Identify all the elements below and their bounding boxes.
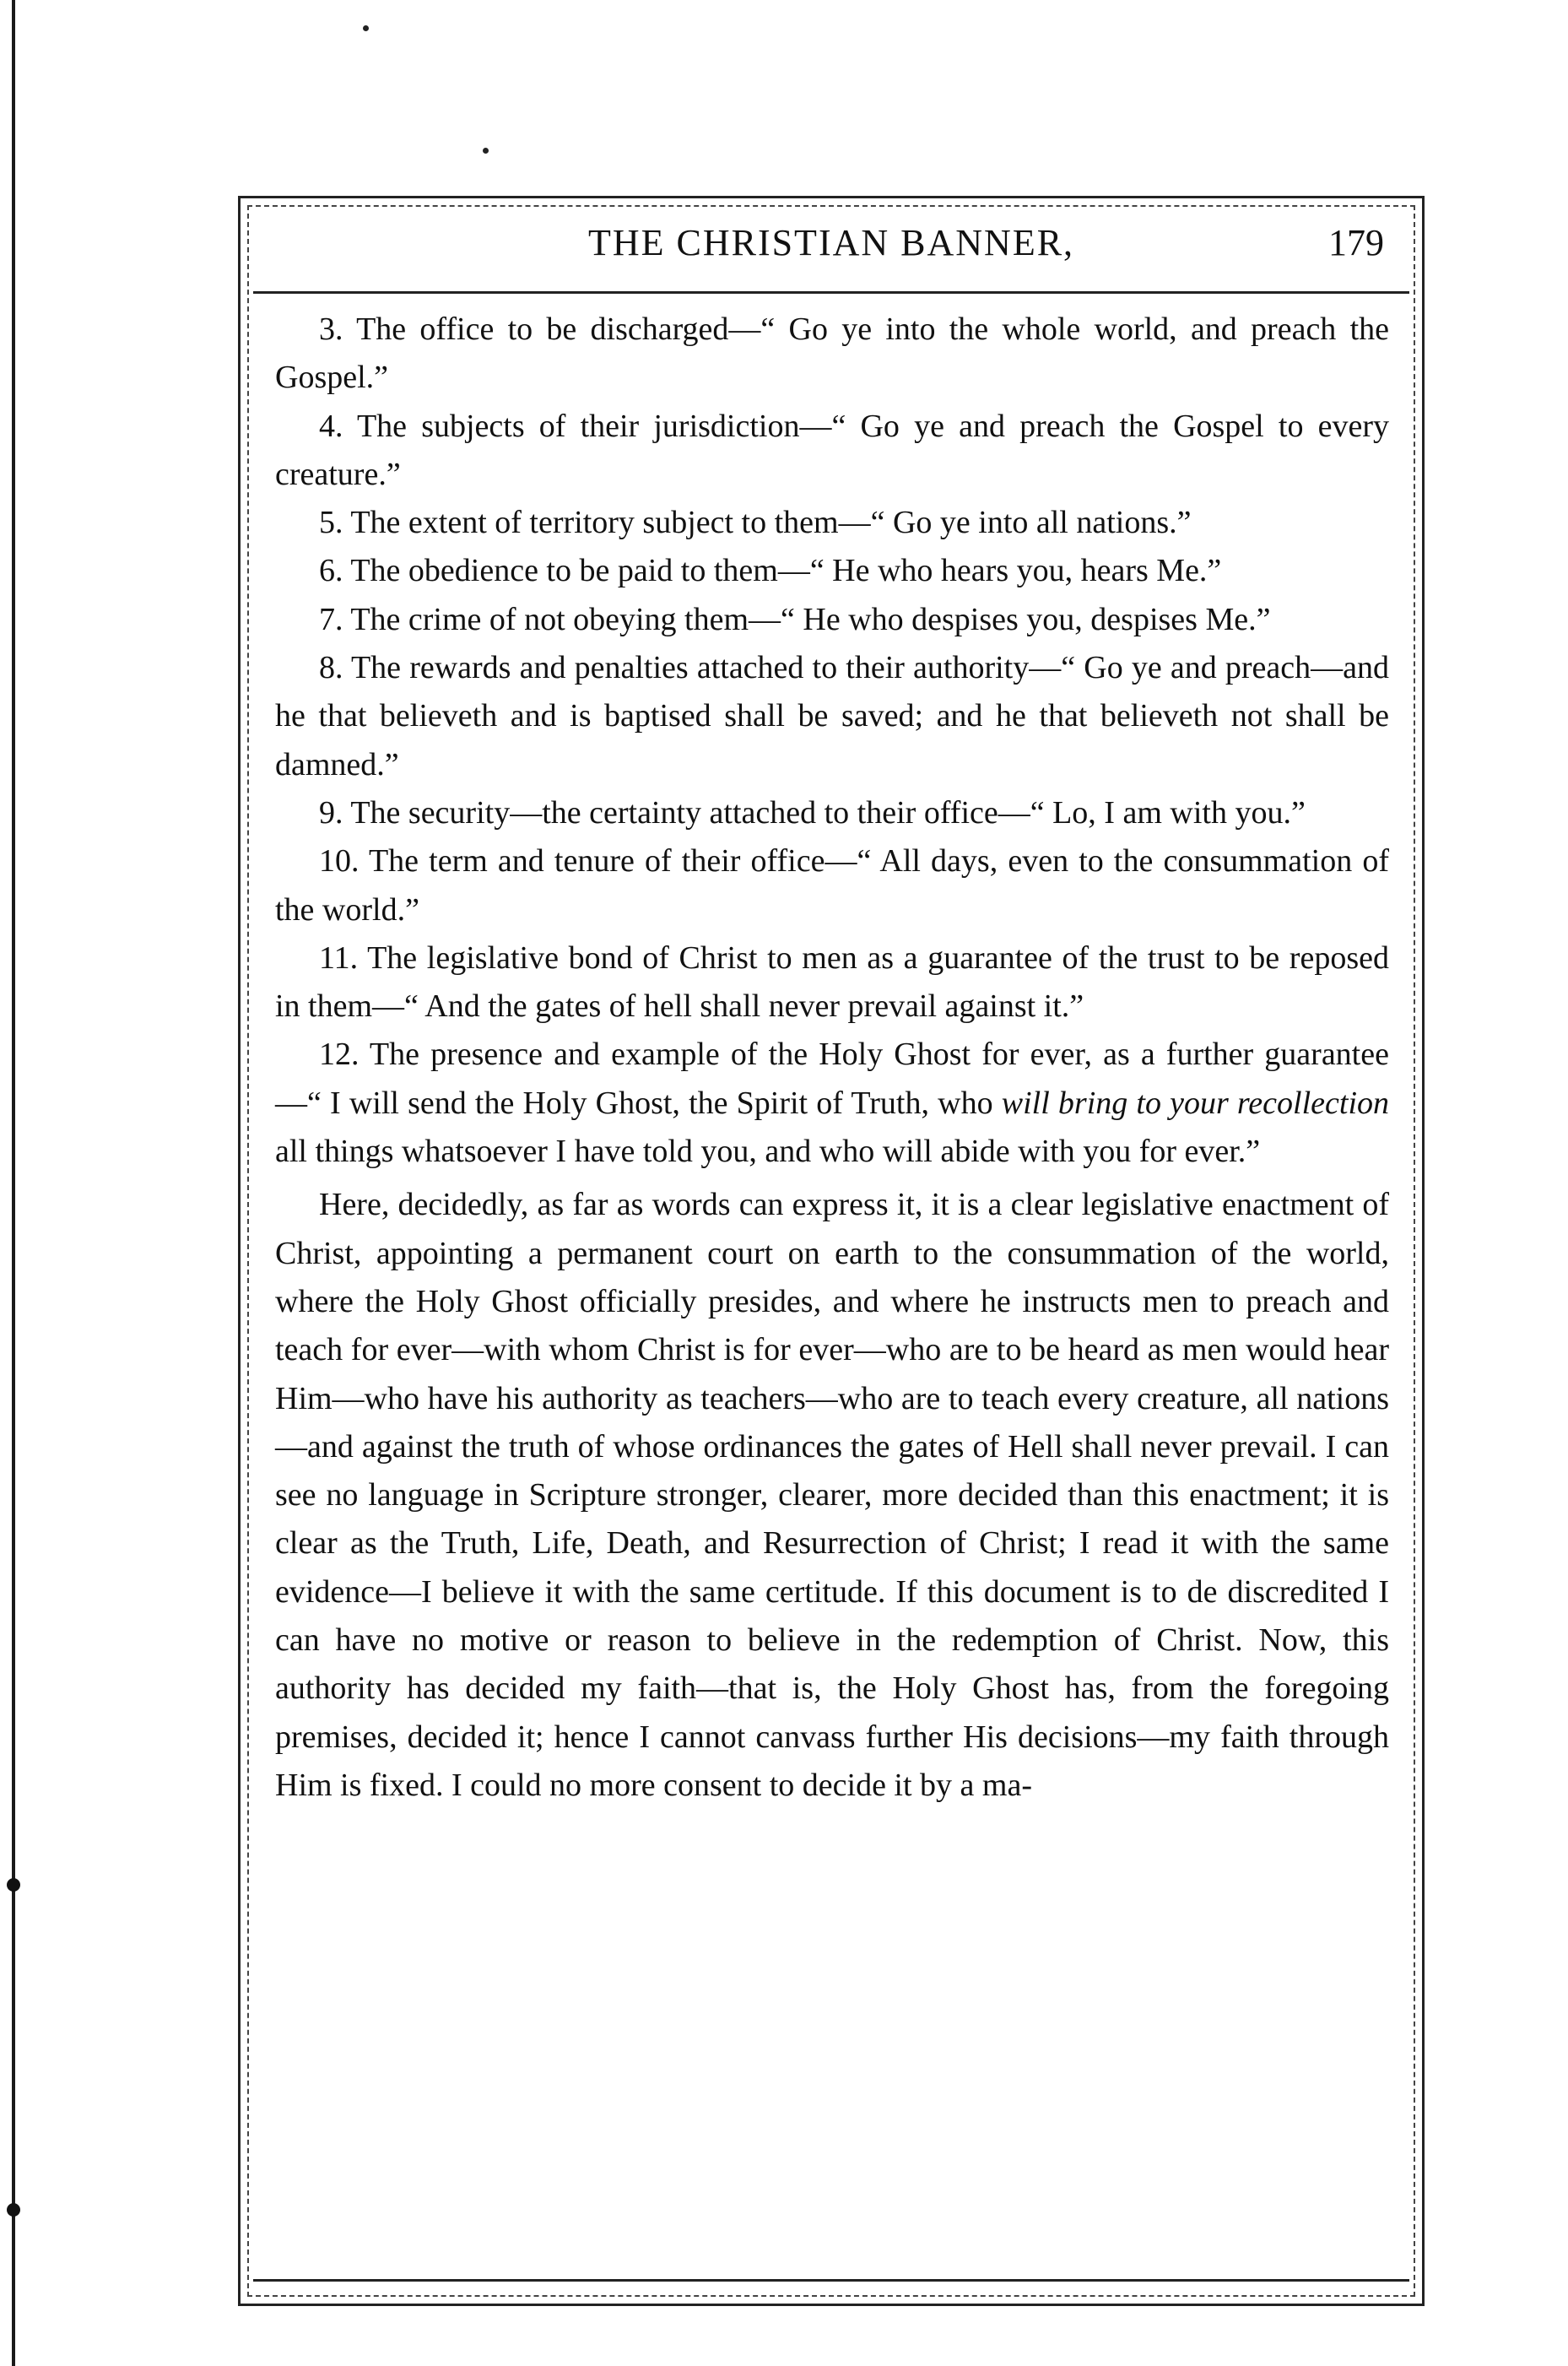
item-number: 4. — [319, 408, 343, 444]
list-item — [275, 306, 1389, 403]
item-number: 5. — [319, 505, 343, 541]
item-text-italic: will bring to your recollection — [1001, 1085, 1389, 1121]
item-number: 9. — [319, 794, 343, 831]
running-title: THE CHRISTIAN BANNER, — [587, 222, 1075, 263]
item-text: The presence and example of the Holy Ghost for ever, as a further guarantee—“ I will send the Holy Ghost, the Spirit of Truth, who — [275, 1037, 1389, 1121]
list-item — [275, 837, 1389, 934]
binding-edge — [12, 0, 15, 2366]
page-header — [253, 221, 1409, 280]
list-item — [275, 644, 1389, 789]
item-text: The obedience to be paid to them—“ He who hears you, hears Me.” — [350, 553, 1222, 589]
item-text: The extent of territory subject to them—“ Go ye into all nations.” — [350, 505, 1192, 541]
list-item — [275, 499, 1389, 547]
item-number: 6. — [319, 553, 343, 589]
item-number: 11. — [319, 939, 359, 976]
binding-mark — [7, 1878, 20, 1892]
item-text: The legislative bond of Christ to men as a guarantee of the trust to be reposed in them—“ And the gates of hell shall never prevail against it.” — [275, 939, 1389, 1025]
ink-speck — [483, 148, 489, 154]
page-body — [275, 306, 1389, 1810]
item-text: The office to be discharged—“ Go ye into the whole world, and preach the Gospel.” — [275, 311, 1389, 396]
item-number: 12. — [319, 1037, 360, 1073]
item-number: 7. — [319, 601, 343, 637]
item-number: 10. — [319, 843, 360, 880]
item-text: The security—the certainty attached to their office—“ Lo, I am with you.” — [350, 794, 1306, 831]
footer-rule — [253, 2279, 1409, 2282]
item-text: The subjects of their jurisdiction—“ Go ye and preach the Gospel to every creature.” — [275, 408, 1389, 492]
item-number: 3. — [319, 311, 343, 347]
body-paragraph: Here, decidedly, as far as words can express it, it is a clear legislative enactment of Christ, appointing a permanent court on earth to the consummation of the world, where the Holy Ghost officially presides, and where he instructs men to preach and teach for ever—with whom Christ is for ever—who are to be heard as men would hear Him—who have his authority as teachers—who are to teach every creature, all nations—and against the truth of whose ordinances the gates of Hell shall never prevail. I can see no language in Scripture stronger, clearer, more decided than this enactment; it is clear as the Truth, Life, Death, and Resurrection of Christ; I read it with the same evidence—I believe it with the same certitude. If this document is to de discredited I can have no motive or reason to believe in the redemption of Christ. Now, this authority has decided my faith—that is, the Holy Ghost has, from the foregoing premises, decided it; hence I cannot canvass further His decisions—my faith through Him is fixed. I could no more consent to decide it by a ma- — [275, 1187, 1389, 1803]
list-item — [275, 1031, 1389, 1176]
header-rule — [253, 291, 1409, 294]
item-number: 8. — [319, 650, 343, 686]
list-item — [275, 403, 1389, 500]
list-item — [275, 789, 1389, 837]
binding-mark — [7, 2203, 20, 2217]
item-text: all things whatsoever I have told you, and who will abide with you for ever.” — [275, 1134, 1261, 1170]
ink-speck — [363, 25, 369, 31]
list-item — [275, 934, 1389, 1031]
item-text: The rewards and penalties attached to their authority—“ Go ye and preach—and he that believeth and is baptised shall be saved; and he that believeth not shall be damned.” — [275, 650, 1389, 782]
page-number: 179 — [1328, 222, 1384, 263]
item-text: The term and tenure of their office—“ All days, even to the consummation of the world.” — [275, 843, 1389, 928]
list-item — [275, 596, 1389, 644]
item-text: The crime of not obeying them—“ He who despises you, despises Me.” — [350, 601, 1271, 637]
list-item — [275, 547, 1389, 595]
